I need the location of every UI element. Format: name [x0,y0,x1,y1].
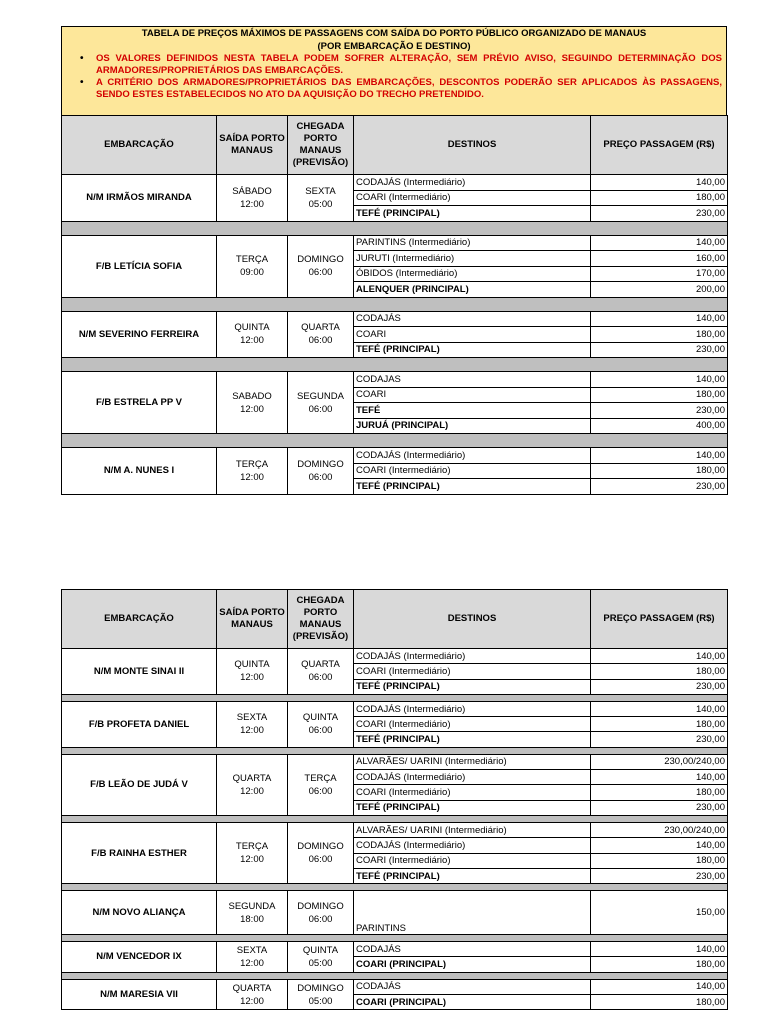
ticket-price: 230,00/240,00 [591,822,728,837]
departure-time: 12:00 [240,785,264,797]
table-title-line2: (POR EMBARCAÇÃO E DESTINO) [317,41,471,52]
group-separator [62,358,728,372]
ticket-price: 140,00 [591,942,728,957]
arrival-time: 06:00 [308,672,333,684]
vessel-name: N/M IRMÃOS MIRANDA [62,175,217,222]
destination: CODAJAS [354,372,591,388]
destination: CODAJÁS (Intermediário) [354,175,591,191]
col-header-departure: SAÍDA PORTO MANAUS [217,116,288,175]
price-table-2 [61,589,728,1010]
bullet-icon: • [80,53,84,64]
ticket-price: 230,00 [591,868,728,883]
arrival-time: 05:00 [308,957,333,969]
departure-cell [217,754,288,815]
col-header-price: PREÇO PASSAGEM (R$) [591,116,728,175]
departure-cell [217,448,288,495]
ticket-price: 180,00 [591,957,728,972]
arrival-cell [288,891,354,935]
vessel-name: N/M MONTE SINAI II [62,649,217,695]
notice-2-text: A CRITÉRIO DOS ARMADORES/PROPRIETÁRIOS DAS EMBARCAÇÕES, DESCONTOS PODERÃO SER APLICADOS ÀS PASSAGENS, SENDO ESTES ESTABELECIDOS NO ATO DA AQUISIÇÃO DO TRECHO PRETENDIDO. [96,77,722,100]
departure-time: 12:00 [240,335,264,347]
destination: CODAJÁS (Intermediário) [354,701,591,716]
arrival-day: QUINTA [302,712,339,724]
arrival-time: 06:00 [308,725,333,737]
separator-cell [62,297,728,311]
departure-cell [217,372,288,434]
ticket-price: 230,00 [591,800,728,815]
group-separator [62,221,728,235]
departure-time: 09:00 [240,267,264,278]
destination: CODAJÁS [354,979,591,994]
vessel-name: F/B PROFETA DANIEL [62,701,217,747]
vessel-name: N/M MARESIA VII [62,979,217,1010]
arrival-cell [288,311,354,358]
group-separator [62,694,728,701]
departure-cell [217,979,288,1010]
notice-2 [62,77,726,101]
destination: TEFÉ (PRINCIPAL) [354,342,591,358]
departure-day: SABADO [232,390,272,402]
departure-day: SEXTA [236,712,268,724]
ticket-price: 230,00 [591,732,728,747]
arrival-day: DOMINGO [297,900,344,912]
arrival-day: DOMINGO [297,841,344,853]
col-header-arrival: CHEGADA PORTO MANAUS (PREVISÃO) [288,116,354,175]
destination: CODAJÁS (Intermediário) [354,448,591,464]
ticket-price: 150,00 [591,891,728,935]
table-row [62,891,728,935]
arrival-time: 06:00 [308,913,333,925]
ticket-price: 180,00 [591,995,728,1010]
departure-day: TERÇA [235,458,269,470]
departure-day: SEGUNDA [228,900,276,912]
destination: CODAJÁS (Intermediário) [354,770,591,785]
arrival-cell [288,942,354,973]
destination: CODAJÁS (Intermediário) [354,838,591,853]
ticket-price: 140,00 [591,372,728,388]
destination: COARI (Intermediário) [354,717,591,732]
destination: TEFÉ [354,403,591,419]
column-header-row [62,116,728,175]
bullet-icon: • [80,77,84,88]
destination: CODAJÁS [354,311,591,327]
arrival-time: 06:00 [308,471,333,483]
group-separator [62,884,728,891]
departure-cell [217,649,288,695]
departure-day: SÁBADO [232,185,272,197]
group-separator [62,935,728,942]
vessel-name: N/M SEVERINO FERREIRA [62,311,217,358]
ticket-price: 230,00 [591,679,728,694]
group-separator [62,972,728,979]
separator-cell [62,358,728,372]
col-header-destinations: DESTINOS [354,116,591,175]
arrival-time: 06:00 [308,335,333,347]
ticket-price: 160,00 [591,251,728,267]
departure-time: 12:00 [240,854,264,866]
destination: COARI [354,387,591,403]
ticket-price: 230,00 [591,342,728,358]
separator-cell [62,694,728,701]
destination: PARINTINS [354,891,591,935]
vessel-name: F/B RAINHA ESTHER [62,822,217,883]
col-header-price: PREÇO PASSAGEM (R$) [591,590,728,649]
group-separator [62,297,728,311]
vessel-name: F/B LEÃO DE JUDÁ V [62,754,217,815]
arrival-cell [288,754,354,815]
arrival-time: 06:00 [308,785,333,797]
destination: PARINTINS (Intermediário) [354,235,591,251]
departure-time: 12:00 [240,198,264,210]
ticket-price: 230,00 [591,206,728,222]
departure-day: TERÇA [235,254,269,265]
ticket-price: 230,00/240,00 [591,754,728,769]
destination: COARI (Intermediário) [354,785,591,800]
destination: CODAJÁS [354,942,591,957]
arrival-cell [288,448,354,495]
notice-1-text: OS VALORES DEFINIDOS NESTA TABELA PODEM SOFRER ALTERAÇÃO, SEM PRÉVIO AVISO, SEGUINDO DETERMINAÇÃO DOS ARMADORES/PROPRIETÁRIOS DAS EMBARCAÇÕES. [96,53,722,76]
departure-cell [217,311,288,358]
destination: TEFÉ (PRINCIPAL) [354,800,591,815]
destination: TEFÉ (PRINCIPAL) [354,479,591,495]
departure-day: QUINTA [234,659,270,671]
destination: TEFÉ (PRINCIPAL) [354,732,591,747]
departure-time: 12:00 [240,725,264,737]
ticket-price: 140,00 [591,311,728,327]
departure-time: 12:00 [240,471,264,483]
arrival-day: SEXTA [305,185,336,197]
arrival-day: DOMINGO [297,458,344,470]
arrival-cell [288,822,354,883]
col-header-vessel: EMBARCAÇÃO [62,590,217,649]
arrival-time: 06:00 [308,267,333,278]
arrival-cell [288,649,354,695]
ticket-price: 180,00 [591,387,728,403]
ticket-price: 180,00 [591,717,728,732]
separator-cell [62,972,728,979]
price-table-1 [61,115,728,495]
destination: COARI (PRINCIPAL) [354,957,591,972]
table-row [62,942,728,957]
departure-day: TERÇA [235,841,269,853]
destination: ALVARÃES/ UARINI (Intermediário) [354,754,591,769]
departure-cell [217,701,288,747]
vessel-name: F/B LETÍCIA SOFIA [62,235,217,297]
table-row [62,175,728,191]
arrival-time: 06:00 [308,854,333,866]
separator-cell [62,935,728,942]
arrival-cell [288,701,354,747]
departure-day: QUARTA [232,982,272,994]
col-header-arrival: CHEGADA PORTO MANAUS (PREVISÃO) [288,590,354,649]
arrival-cell [288,372,354,434]
arrival-day: TERÇA [304,772,337,784]
destination: ALENQUER (PRINCIPAL) [354,282,591,298]
ticket-price: 140,00 [591,235,728,251]
table-title-line1: TABELA DE PREÇOS MÁXIMOS DE PASSAGENS COM SAÍDA DO PORTO PÚBLICO ORGANIZADO DE MANAUS [141,28,647,39]
ticket-price: 140,00 [591,448,728,464]
arrival-time: 05:00 [308,995,333,1007]
destination: COARI [354,327,591,343]
ticket-price: 140,00 [591,701,728,716]
arrival-cell [288,235,354,297]
group-separator [62,434,728,448]
arrival-cell [288,175,354,222]
ticket-price: 180,00 [591,463,728,479]
separator-cell [62,884,728,891]
destination: JURUÁ (PRINCIPAL) [354,418,591,434]
destination: TEFÉ (PRINCIPAL) [354,206,591,222]
destination: COARI (Intermediário) [354,463,591,479]
departure-cell [217,942,288,973]
departure-cell [217,175,288,222]
group-separator [62,815,728,822]
destination: COARI (Intermediário) [354,190,591,206]
departure-cell [217,891,288,935]
arrival-day: DOMINGO [297,254,344,265]
destination: TEFÉ (PRINCIPAL) [354,868,591,883]
col-header-vessel: EMBARCAÇÃO [62,116,217,175]
arrival-day: QUARTA [301,322,340,334]
departure-cell [217,822,288,883]
destination: JURUTI (Intermediário) [354,251,591,267]
col-header-destinations: DESTINOS [354,590,591,649]
destination: COARI (PRINCIPAL) [354,995,591,1010]
table-row [62,754,728,769]
column-header-row [62,590,728,649]
arrival-day: QUARTA [301,659,340,671]
ticket-price: 140,00 [591,979,728,994]
ticket-price: 180,00 [591,190,728,206]
ticket-price: 180,00 [591,785,728,800]
departure-time: 12:00 [240,403,264,415]
vessel-name: F/B ESTRELA PP V [62,372,217,434]
arrival-day: QUINTA [302,944,339,956]
arrival-day: SEGUNDA [297,390,344,402]
ticket-price: 180,00 [591,327,728,343]
separator-cell [62,221,728,235]
notice-1 [62,53,726,77]
arrival-day: DOMINGO [297,982,344,994]
ticket-price: 140,00 [591,175,728,191]
departure-time: 18:00 [240,913,264,925]
group-separator [62,747,728,754]
table-row [62,822,728,837]
table-row [62,372,728,388]
vessel-name: N/M A. NUNES I [62,448,217,495]
ticket-price: 140,00 [591,838,728,853]
departure-time: 12:00 [240,957,264,969]
ticket-price: 230,00 [591,479,728,495]
vessel-name: N/M NOVO ALIANÇA [62,891,217,935]
separator-cell [62,815,728,822]
departure-day: QUARTA [232,772,272,784]
departure-time: 12:00 [240,672,264,684]
destination: CODAJÁS (Intermediário) [354,649,591,664]
ticket-price: 180,00 [591,664,728,679]
arrival-time: 05:00 [308,198,333,210]
table-row [62,701,728,716]
ticket-price: 140,00 [591,770,728,785]
ticket-price: 170,00 [591,266,728,282]
arrival-cell [288,979,354,1010]
separator-cell [62,434,728,448]
table-header-box [61,26,727,116]
col-header-departure: SAÍDA PORTO MANAUS [217,590,288,649]
table-row [62,649,728,664]
destination: COARI (Intermediário) [354,664,591,679]
departure-time: 12:00 [240,995,264,1007]
ticket-price: 140,00 [591,649,728,664]
destination: ÓBIDOS (Intermediário) [354,266,591,282]
arrival-time: 06:00 [308,403,333,415]
destination: TEFÉ (PRINCIPAL) [354,679,591,694]
departure-cell [217,235,288,297]
table-row [62,235,728,251]
ticket-price: 200,00 [591,282,728,298]
destination: COARI (Intermediário) [354,853,591,868]
table-row [62,979,728,994]
departure-day: QUINTA [234,322,270,334]
table-row [62,311,728,327]
vessel-name: N/M VENCEDOR IX [62,942,217,973]
ticket-price: 180,00 [591,853,728,868]
departure-day: SEXTA [236,944,268,956]
destination: ALVARÃES/ UARINI (Intermediário) [354,822,591,837]
table-row [62,448,728,464]
separator-cell [62,747,728,754]
ticket-price: 400,00 [591,418,728,434]
ticket-price: 230,00 [591,403,728,419]
